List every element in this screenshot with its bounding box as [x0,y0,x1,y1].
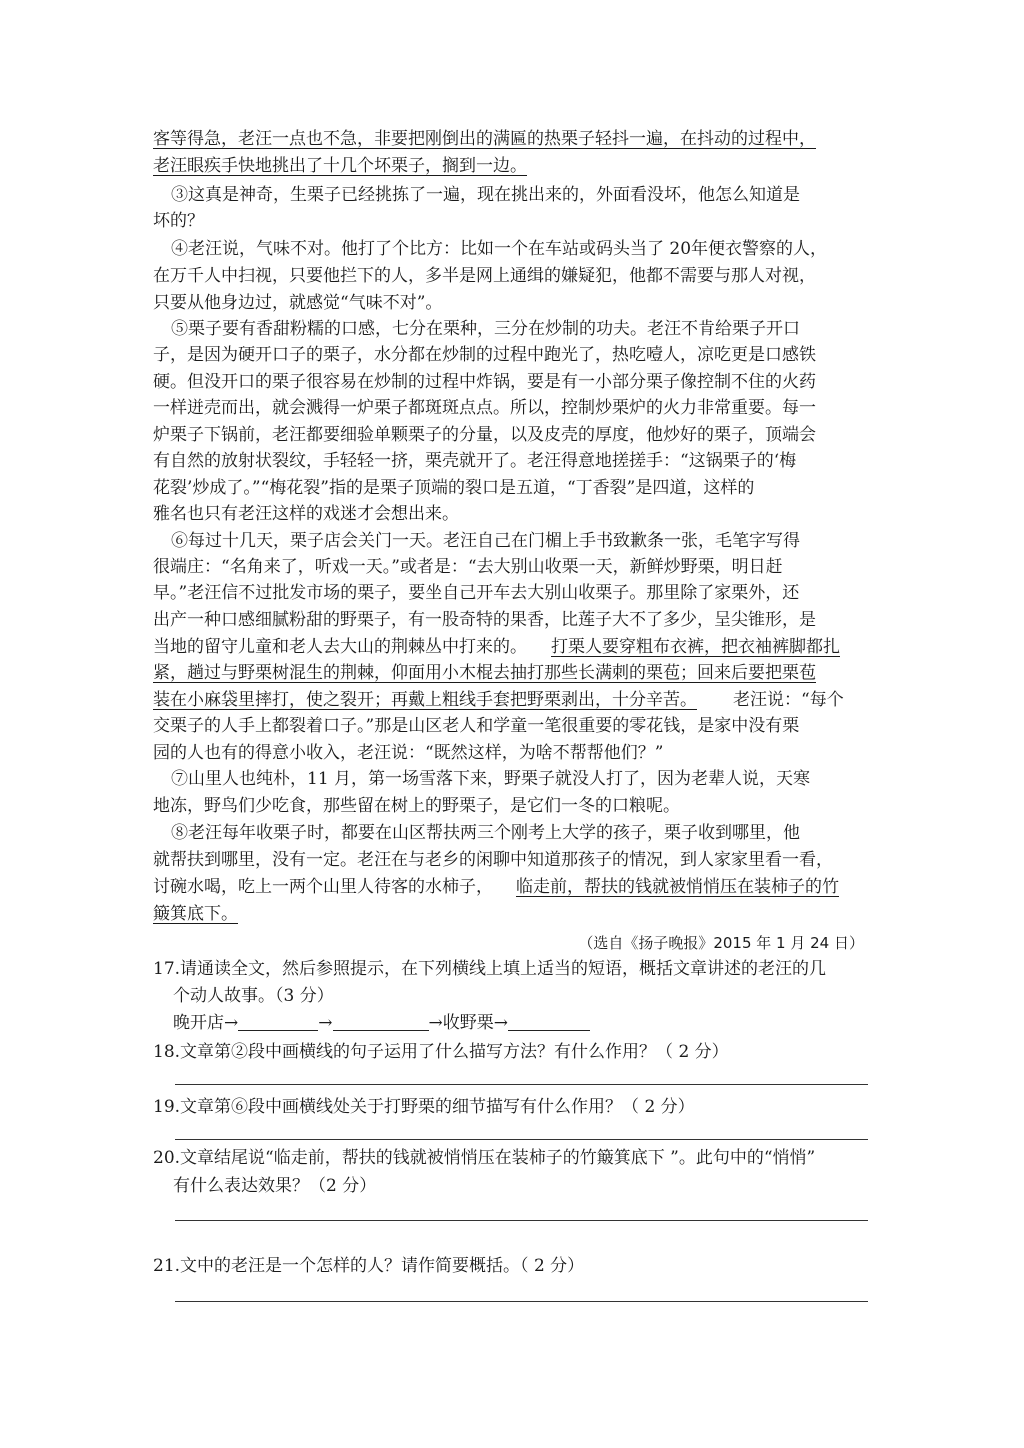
article-line: 交栗子的人手上都裂着口子。”那是山区老人和学童一笔很重要的零花钱，是家中没有栗 [153,716,800,736]
answer-line-19[interactable] [175,1139,868,1140]
question-20-cont: 有什么表达效果？（2 分） [173,1176,377,1196]
underlined-ending: 临走前，帮扶的钱就被悄悄压在装柿子的竹 [516,877,839,897]
underlined-detail: 打栗人要穿粗布衣裤，把衣袖裤脚都扎 [551,637,840,657]
article-line: 硬。但没开口的栗子很容易在炒制的过程中炸锅，要是有一小部分栗子像控制不住的火药 [153,372,816,392]
article-line: 在万千人中扫视，只要他拦下的人，多半是网上通缉的嫌疑犯，他都不需要与那人对视， [153,266,816,286]
article-line: 炉栗子下锅前，老汪都要细验单颗栗子的分量，以及皮壳的厚度，他炒好的栗子，顶端会 [153,425,816,445]
article-line: 只要从他身边过，就感觉“气味不对”。 [153,293,443,313]
article-line: 子，是因为硬开口子的栗子，水分都在炒制的过程中跑光了，热吃噎人，凉吃更是口感铁 [153,345,816,365]
story-hint-3: →收野栗→ [428,1013,508,1033]
paragraph-3-line: ③这真是神奇，生栗子已经挑拣了一遍，现在挑出来的，外面看没坏，他怎么知道是 [171,185,800,205]
article-line: 当地的留守儿童和老人去大山的荆棘丛中打来的。 [153,637,527,657]
underlined-detail: 装在小麻袋里摔打，使之裂开；再戴上粗线手套把野栗剥出，十分辛苦。 [153,690,697,710]
article-source: （选自《扬子晚报》2015 年 1 月 24 日） [578,934,864,952]
question-21: 21.文中的老汪是一个怎样的人？请作简要概括。（ 2 分） [153,1256,585,1276]
answer-blank[interactable] [238,1012,318,1031]
article-line: 讨碗水喝，吃上一两个山里人待客的水柿子， [153,877,493,897]
paragraph-8-line: ⑧老汪每年收栗子时，都要在山区帮扶两三个刚考上大学的孩子，栗子收到哪里，他 [171,823,800,843]
article-line: 出产一种口感细腻粉甜的野栗子，有一股奇特的果香，比莲子大不了多少，呈尖锥形，是 [153,610,816,630]
story-hint-1: 晚开店→ [173,1013,239,1033]
article-line: 有自然的放射状裂纹，手轻轻一挤，栗壳就开了。老汪得意地搓搓手：“这锅栗子的‘梅 [153,451,797,471]
arrow: → [318,1013,333,1033]
article-line: 老汪说：“每个 [733,690,844,710]
question-17: 17.请通读全文，然后参照提示，在下列横线上填上适当的短语，概括文章讲述的老汪的几 [153,959,827,979]
question-17-prompts [173,1012,590,1036]
underlined-detail: 紧，趟过与野栗树混生的荆棘，仰面用小木棍去抽打那些长满刺的栗苞；回来后要把栗苞 [153,663,816,683]
underlined-ending: 簸箕底下。 [153,904,238,924]
article-line: 早。”老汪信不过批发市场的栗子，要坐自己开车去大别山收栗子。那里除了家栗外，还 [153,583,800,603]
question-20: 20.文章结尾说“临走前，帮扶的钱就被悄悄压在装柿子的竹簸箕底下 ”。此句中的“悄悄” [153,1148,816,1168]
article-line: 雅名也只有老汪这样的戏迷才会想出来。 [153,504,459,524]
paragraph-6-line: ⑥每过十几天，栗子店会关门一天。老汪自己在门楣上手书致歉条一张，毛笔字写得 [171,531,800,551]
question-19: 19.文章第⑥段中画横线处关于打野栗的细节描写有什么作用？（ 2 分） [153,1097,695,1117]
article-line: 一样迸売而出，就会溅得一炉栗子都斑斑点点。所以，控制炒栗炉的火力非常重要。每一 [153,398,816,418]
answer-blank[interactable] [333,1012,429,1031]
question-18: 18.文章第②段中画横线的句子运用了什么描写方法？有什么作用？（ 2 分） [153,1042,729,1062]
paragraph-5-line: ⑤栗子要有香甜粉糯的口感，七分在栗种，三分在炒制的功夫。老汪不肯给栗子开口 [171,319,800,339]
answer-blank[interactable] [508,1012,590,1031]
article-line: 客等得急，老汪一点也不急，非要把刚倒出的满匾的热栗子轻抖一遍，在抖动的过程中， [153,129,816,149]
question-17-cont: 个动人故事。（3 分） [173,986,334,1006]
article-line: 花裂’炒成了。”“梅花裂”指的是栗子顶端的裂口是五道，“丁香裂”是四道，这样的 [153,478,755,498]
article-line: 很端庄：“名角来了，听戏一天。”或者是：“去大别山收栗一天，新鲜炒野栗，明日赶 [153,557,783,577]
article-line: 就帮扶到哪里，没有一定。老汪在与老乡的闲聊中知道那孩子的情况，到人家家里看一看， [153,850,833,870]
article-line: 坏的？ [153,211,204,231]
article-line: 老汪眼疾手快地挑出了十几个坏栗子，搁到一边。 [153,156,527,176]
paragraph-7-line: ⑦山里人也纯朴，11 月，第一场雪落下来，野栗子就没人打了，因为老辈人说，天寒 [171,769,811,789]
paragraph-4-line: ④老汪说，气味不对。他打了个比方：比如一个在车站或码头当了 20年便衣警察的人， [171,239,828,259]
answer-line-20[interactable] [175,1220,868,1221]
answer-line-21[interactable] [175,1301,868,1302]
article-line: 园的人也有的得意小收入，老汪说：“既然这样，为啥不帮帮他们？” [153,743,664,763]
article-line: 地冻，野鸟们少吃食，那些留在树上的野栗子，是它们一冬的口粮呢。 [153,796,680,816]
answer-line-18[interactable] [175,1084,868,1085]
